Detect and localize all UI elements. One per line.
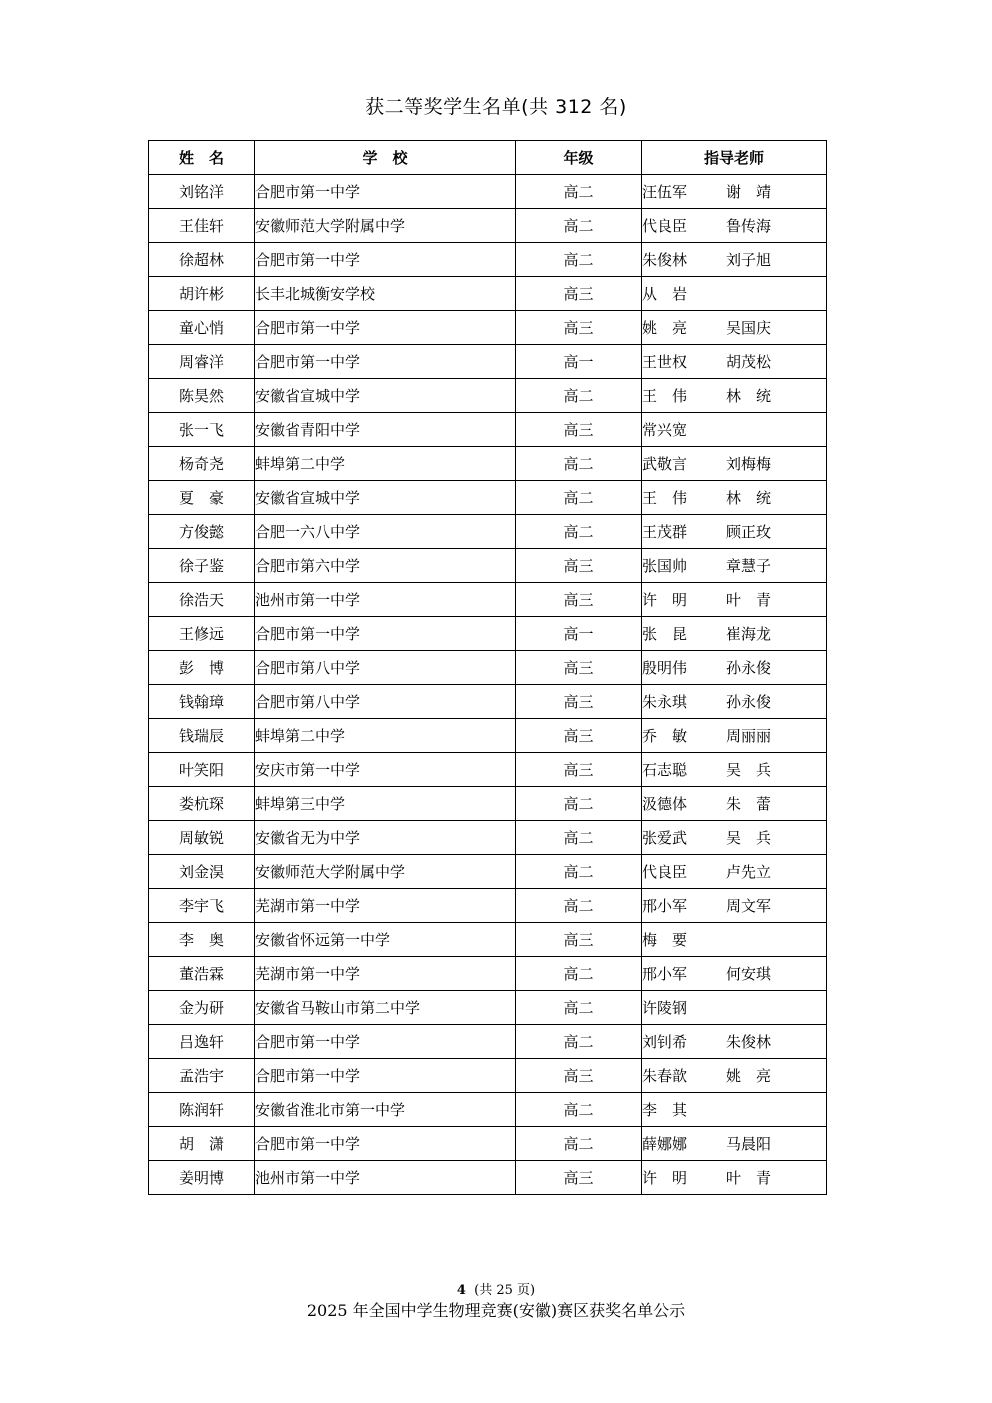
- advisors: [642, 719, 827, 753]
- table-row: [149, 991, 827, 1025]
- grade-level: 高三: [516, 1059, 642, 1093]
- student-name: 王佳轩: [149, 209, 255, 243]
- advisor-2: 孙永俊: [726, 693, 772, 711]
- table-row: [149, 209, 827, 243]
- table-row: [149, 855, 827, 889]
- school-name: 安徽省无为中学: [255, 821, 516, 855]
- school-name: 合肥市第一中学: [255, 1025, 516, 1059]
- header-teachers: 指导老师: [642, 141, 827, 175]
- advisor-2: 吴 兵: [726, 829, 772, 847]
- table-row: [149, 175, 827, 209]
- student-name: 陈润轩: [149, 1093, 255, 1127]
- advisor-2: 叶 青: [726, 1169, 772, 1187]
- advisor-1: 王 伟: [642, 387, 688, 405]
- advisors: [642, 447, 827, 481]
- advisors: [642, 345, 827, 379]
- grade-level: 高三: [516, 753, 642, 787]
- advisors: [642, 787, 827, 821]
- table-row: [149, 413, 827, 447]
- grade-level: 高二: [516, 175, 642, 209]
- school-name: 池州市第一中学: [255, 583, 516, 617]
- student-name: 刘金淏: [149, 855, 255, 889]
- table-row: [149, 617, 827, 651]
- school-name: 合肥市第八中学: [255, 651, 516, 685]
- grade-level: 高二: [516, 481, 642, 515]
- advisor-2: 鲁传海: [726, 217, 772, 235]
- advisors: [642, 651, 827, 685]
- advisor-2: 顾正玫: [726, 523, 772, 541]
- school-name: 安徽师范大学附属中学: [255, 209, 516, 243]
- advisor-1: 常兴宽: [642, 421, 688, 439]
- advisor-1: 石志聪: [642, 761, 688, 779]
- advisors: [642, 1059, 827, 1093]
- table-row: [149, 243, 827, 277]
- advisor-2: 谢 靖: [726, 183, 772, 201]
- grade-level: 高二: [516, 1093, 642, 1127]
- advisor-1: 朱俊林: [642, 251, 688, 269]
- school-name: 安徽省马鞍山市第二中学: [255, 991, 516, 1025]
- advisors: [642, 175, 827, 209]
- grade-level: 高三: [516, 311, 642, 345]
- table-row: [149, 311, 827, 345]
- table-row: [149, 1093, 827, 1127]
- advisors: [642, 685, 827, 719]
- header-name: 姓 名: [149, 141, 255, 175]
- table-row: [149, 1025, 827, 1059]
- advisor-1: 许 明: [642, 1169, 688, 1187]
- advisor-2: 何安琪: [726, 965, 772, 983]
- grade-level: 高二: [516, 1025, 642, 1059]
- student-name: 李 奥: [149, 923, 255, 957]
- header-grade: 年级: [516, 141, 642, 175]
- advisors: [642, 311, 827, 345]
- advisor-1: 王世权: [642, 353, 688, 371]
- table-row: [149, 549, 827, 583]
- student-name: 彭 博: [149, 651, 255, 685]
- table-row: [149, 345, 827, 379]
- advisor-1: 张 昆: [642, 625, 688, 643]
- advisor-1: 代良臣: [642, 217, 688, 235]
- advisors: [642, 991, 827, 1025]
- student-name: 童心悄: [149, 311, 255, 345]
- grade-level: 高二: [516, 243, 642, 277]
- advisors: [642, 481, 827, 515]
- student-name: 孟浩宇: [149, 1059, 255, 1093]
- student-name: 周敏锐: [149, 821, 255, 855]
- grade-level: 高二: [516, 787, 642, 821]
- document-footer-title: 2025 年全国中学生物理竞赛(安徽)赛区获奖名单公示: [306, 1301, 686, 1320]
- advisors: [642, 957, 827, 991]
- advisor-2: 叶 青: [726, 591, 772, 609]
- school-name: 安徽师范大学附属中学: [255, 855, 516, 889]
- school-name: 安庆市第一中学: [255, 753, 516, 787]
- advisor-2: 林 统: [726, 387, 772, 405]
- page-number-footer: [0, 1279, 992, 1298]
- advisor-1: 刘钊希: [642, 1033, 688, 1051]
- advisors: [642, 855, 827, 889]
- table-row: [149, 481, 827, 515]
- table-row: [149, 447, 827, 481]
- school-name: 合肥一六八中学: [255, 515, 516, 549]
- grade-level: 高二: [516, 209, 642, 243]
- table-row: [149, 379, 827, 413]
- advisor-2: 吴国庆: [726, 319, 772, 337]
- page-title: 获二等奖学生名单(共 312 名): [365, 96, 627, 118]
- advisor-1: 张爱武: [642, 829, 688, 847]
- advisor-1: 乔 敏: [642, 727, 688, 745]
- advisor-1: 邢小军: [642, 965, 688, 983]
- student-name: 娄杭琛: [149, 787, 255, 821]
- advisor-1: 王 伟: [642, 489, 688, 507]
- student-name: 钱瑞辰: [149, 719, 255, 753]
- school-name: 安徽省青阳中学: [255, 413, 516, 447]
- student-name: 徐浩天: [149, 583, 255, 617]
- school-name: 合肥市第一中学: [255, 1059, 516, 1093]
- table-row: [149, 277, 827, 311]
- table-row: [149, 515, 827, 549]
- student-name: 方俊懿: [149, 515, 255, 549]
- advisor-1: 姚 亮: [642, 319, 688, 337]
- grade-level: 高二: [516, 855, 642, 889]
- student-name: 胡 潇: [149, 1127, 255, 1161]
- student-name: 吕逸轩: [149, 1025, 255, 1059]
- grade-level: 高二: [516, 821, 642, 855]
- student-name: 姜明博: [149, 1161, 255, 1195]
- student-name: 杨奇尧: [149, 447, 255, 481]
- student-name: 夏 豪: [149, 481, 255, 515]
- advisors: [642, 379, 827, 413]
- grade-level: 高二: [516, 991, 642, 1025]
- school-name: 安徽省淮北市第一中学: [255, 1093, 516, 1127]
- grade-level: 高二: [516, 379, 642, 413]
- advisor-2: 崔海龙: [726, 625, 772, 643]
- grade-level: 高三: [516, 549, 642, 583]
- advisor-2: 周文军: [726, 897, 772, 915]
- student-name: 刘铭洋: [149, 175, 255, 209]
- advisor-2: 章慧子: [726, 557, 772, 575]
- table-row: [149, 651, 827, 685]
- student-name: 张一飞: [149, 413, 255, 447]
- advisor-1: 梅 要: [642, 931, 688, 949]
- advisors: [642, 1025, 827, 1059]
- school-name: 安徽省怀远第一中学: [255, 923, 516, 957]
- grade-level: 高三: [516, 583, 642, 617]
- grade-level: 高二: [516, 515, 642, 549]
- advisor-2: 周丽丽: [726, 727, 772, 745]
- grade-level: 高一: [516, 345, 642, 379]
- grade-level: 高三: [516, 277, 642, 311]
- advisor-2: 孙永俊: [726, 659, 772, 677]
- school-name: 蚌埠第三中学: [255, 787, 516, 821]
- advisor-1: 从 岩: [642, 285, 688, 303]
- student-name: 徐超林: [149, 243, 255, 277]
- school-name: 合肥市第六中学: [255, 549, 516, 583]
- award-table: [148, 140, 827, 1195]
- advisor-2: 吴 兵: [726, 761, 772, 779]
- advisors: [642, 1093, 827, 1127]
- advisors: [642, 821, 827, 855]
- school-name: 芜湖市第一中学: [255, 957, 516, 991]
- advisors: [642, 753, 827, 787]
- student-name: 李宇飞: [149, 889, 255, 923]
- grade-level: 高二: [516, 447, 642, 481]
- grade-level: 高三: [516, 413, 642, 447]
- school-name: 芜湖市第一中学: [255, 889, 516, 923]
- advisor-1: 朱永琪: [642, 693, 688, 711]
- table-row: [149, 1127, 827, 1161]
- table-row: [149, 821, 827, 855]
- school-name: 合肥市第一中学: [255, 1127, 516, 1161]
- grade-level: 高一: [516, 617, 642, 651]
- advisor-2: 刘梅梅: [726, 455, 772, 473]
- page-number: 4: [456, 1283, 466, 1298]
- advisors: [642, 583, 827, 617]
- table-row: [149, 787, 827, 821]
- advisor-1: 王茂群: [642, 523, 688, 541]
- advisors: [642, 1161, 827, 1195]
- school-name: 合肥市第一中学: [255, 175, 516, 209]
- advisor-2: 马晨阳: [726, 1135, 772, 1153]
- advisor-1: 许陵钢: [642, 999, 688, 1017]
- student-name: 周睿洋: [149, 345, 255, 379]
- advisors: [642, 209, 827, 243]
- advisor-1: 张国帅: [642, 557, 688, 575]
- advisors: [642, 549, 827, 583]
- table-row: [149, 685, 827, 719]
- student-name: 陈昊然: [149, 379, 255, 413]
- school-name: 合肥市第一中学: [255, 243, 516, 277]
- student-name: 王修远: [149, 617, 255, 651]
- student-name: 叶笑阳: [149, 753, 255, 787]
- table-row: [149, 889, 827, 923]
- grade-level: 高二: [516, 889, 642, 923]
- advisor-1: 汲德体: [642, 795, 688, 813]
- table-row: [149, 1161, 827, 1195]
- advisor-1: 李 其: [642, 1101, 688, 1119]
- advisors: [642, 617, 827, 651]
- advisors: [642, 277, 827, 311]
- grade-level: 高二: [516, 1127, 642, 1161]
- advisor-2: 姚 亮: [726, 1067, 772, 1085]
- school-name: 合肥市第一中学: [255, 311, 516, 345]
- student-name: 胡许彬: [149, 277, 255, 311]
- advisor-2: 胡茂松: [726, 353, 772, 371]
- grade-level: 高三: [516, 1161, 642, 1195]
- advisors: [642, 923, 827, 957]
- grade-level: 高三: [516, 685, 642, 719]
- grade-level: 高三: [516, 719, 642, 753]
- school-name: 池州市第一中学: [255, 1161, 516, 1195]
- advisor-1: 邢小军: [642, 897, 688, 915]
- advisors: [642, 889, 827, 923]
- table-row: [149, 719, 827, 753]
- advisor-2: 卢先立: [726, 863, 772, 881]
- student-name: 董浩霖: [149, 957, 255, 991]
- advisors: [642, 1127, 827, 1161]
- advisor-1: 薛娜娜: [642, 1135, 688, 1153]
- advisor-2: 朱 蕾: [726, 795, 772, 813]
- advisor-1: 汪伍军: [642, 183, 688, 201]
- school-name: 安徽省宣城中学: [255, 379, 516, 413]
- advisors: [642, 243, 827, 277]
- advisor-2: 刘子旭: [726, 251, 772, 269]
- school-name: 安徽省宣城中学: [255, 481, 516, 515]
- grade-level: 高三: [516, 651, 642, 685]
- table-row: [149, 923, 827, 957]
- student-name: 金为研: [149, 991, 255, 1025]
- advisor-1: 殷明伟: [642, 659, 688, 677]
- student-name: 徐子鉴: [149, 549, 255, 583]
- school-name: 长丰北城衡安学校: [255, 277, 516, 311]
- advisors: [642, 515, 827, 549]
- grade-level: 高三: [516, 923, 642, 957]
- grade-level: 高二: [516, 957, 642, 991]
- advisor-1: 朱春歆: [642, 1067, 688, 1085]
- school-name: 蚌埠第二中学: [255, 719, 516, 753]
- advisor-1: 武敬言: [642, 455, 688, 473]
- advisor-1: 代良臣: [642, 863, 688, 881]
- school-name: 合肥市第一中学: [255, 617, 516, 651]
- table-row: [149, 753, 827, 787]
- table-body: [149, 175, 827, 1195]
- school-name: 蚌埠第二中学: [255, 447, 516, 481]
- table-row: [149, 1059, 827, 1093]
- advisor-2: 朱俊林: [726, 1033, 772, 1051]
- table-row: [149, 957, 827, 991]
- advisor-2: 林 统: [726, 489, 772, 507]
- student-name: 钱翰璋: [149, 685, 255, 719]
- advisor-1: 许 明: [642, 591, 688, 609]
- table-header-row: [149, 141, 827, 175]
- table-row: [149, 583, 827, 617]
- school-name: 合肥市第八中学: [255, 685, 516, 719]
- school-name: 合肥市第一中学: [255, 345, 516, 379]
- advisors: [642, 413, 827, 447]
- page-total: (共 25 页): [474, 1283, 536, 1298]
- header-school: 学 校: [255, 141, 516, 175]
